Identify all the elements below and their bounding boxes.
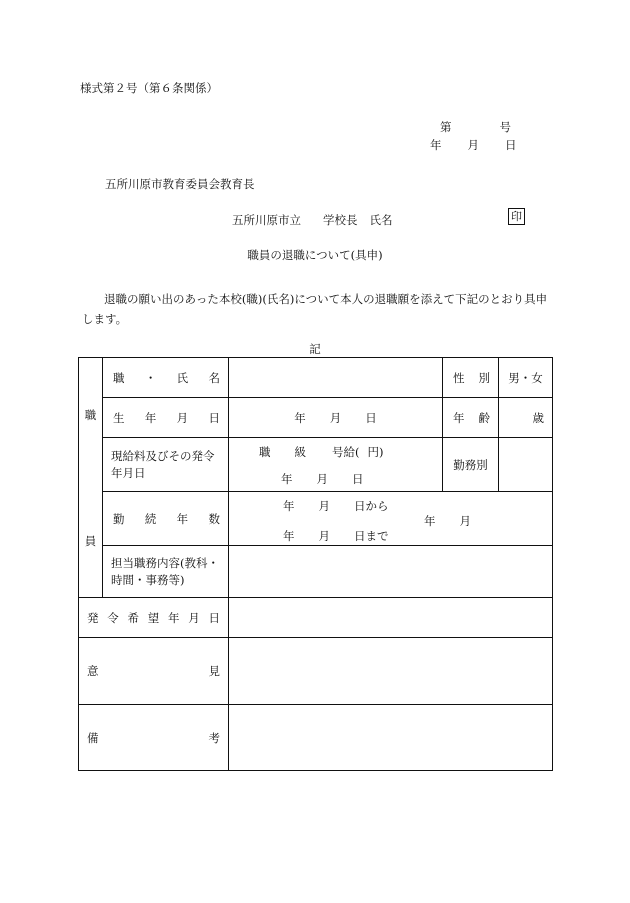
birth-year: 年: [294, 410, 306, 425]
gender-label: [443, 358, 499, 398]
sender-name-label: 氏名: [369, 213, 393, 227]
desired-date-char: 月: [188, 610, 200, 625]
name-label-char: 氏: [176, 370, 189, 385]
row-duties: [79, 546, 553, 598]
remarks-value[interactable]: [229, 705, 553, 771]
remarks-label-char: 備: [87, 730, 99, 745]
gender-label-char: 性: [453, 370, 465, 385]
salary-line2: [281, 471, 364, 487]
opinion-label-char: 意: [87, 664, 99, 678]
birth-label: [103, 398, 229, 438]
gender-value[interactable]: 男・女: [499, 358, 553, 398]
desired-date-label: [79, 598, 229, 638]
tenure-total-year: 年: [424, 514, 436, 528]
tenure-label-char: 続: [144, 511, 157, 526]
row-tenure: [79, 492, 553, 546]
salary-label: 現給料及びその発令年月日: [103, 438, 229, 492]
body-text: 退職の願い出のあった本校(職)(氏名)について本人の退職願を添えて下記のとおり具申します。: [82, 292, 548, 326]
ki-heading: 記: [309, 342, 321, 356]
tenure-total: [424, 513, 471, 529]
name-label-char: 職: [113, 370, 125, 385]
tenure-label-char: 勤: [113, 511, 125, 526]
row-remarks: [79, 705, 553, 771]
document-number: [440, 119, 511, 135]
date-month: 月: [467, 138, 479, 152]
name-label: [103, 358, 229, 398]
salary-yen: 円): [367, 445, 384, 459]
row-salary: [79, 438, 553, 492]
tenure-total-month: 月: [459, 514, 471, 528]
work-type-label: 勤務別: [443, 438, 499, 492]
remarks-label: [79, 705, 229, 771]
staff-label-top: 職: [84, 407, 97, 422]
tenure-from-year: 年: [283, 499, 295, 513]
tenure-to-day: 日まで: [354, 529, 389, 543]
birth-value[interactable]: [229, 398, 443, 438]
desired-date-value[interactable]: [229, 598, 553, 638]
duties-label: 担当職務内容(教科・時間・事務等): [103, 546, 229, 598]
salary-line1: [259, 444, 384, 460]
doc-no-dai: 第: [440, 120, 452, 134]
tenure-from: [283, 498, 389, 514]
remarks-label-char: 考: [208, 730, 220, 745]
birth-day: 日: [365, 410, 377, 425]
salary-grade: 職: [259, 445, 271, 459]
row-birth: [79, 398, 553, 438]
date-year: 年: [430, 138, 442, 152]
duties-value[interactable]: [229, 546, 553, 598]
staff-label-bottom: 員: [84, 533, 97, 548]
row-name: [79, 358, 553, 398]
salary-day: 日: [352, 472, 364, 486]
desired-date-char: 発: [87, 610, 99, 625]
tenure-label-char: 年: [176, 511, 189, 526]
birth-label-char: 月: [176, 410, 189, 425]
salary-month: 月: [316, 472, 328, 486]
birth-label-char: 日: [208, 410, 220, 425]
desired-date-char: 日: [208, 610, 220, 625]
tenure-label-char: 数: [208, 511, 220, 526]
document-title: 職員の退職について(具申): [247, 248, 383, 262]
opinion-label: [79, 638, 229, 705]
birth-month: 月: [329, 410, 342, 425]
form-number: 様式第２号（第６条関係）: [80, 81, 218, 95]
doc-no-go: 号: [499, 120, 511, 134]
staff-label: [79, 358, 103, 598]
sender-school: 五所川原市立: [232, 213, 301, 227]
opinion-label-char: 見: [208, 664, 220, 678]
birth-label-char: 年: [144, 410, 157, 425]
date-day: 日: [505, 138, 517, 152]
desired-date-char: 望: [147, 610, 160, 625]
name-label-char: ・: [144, 370, 157, 385]
name-label-char: 名: [208, 370, 220, 385]
desired-date-char: 希: [127, 610, 139, 625]
salary-pay: 号給(: [332, 445, 360, 459]
name-value[interactable]: [229, 358, 443, 398]
row-opinion: [79, 638, 553, 705]
tenure-label: [103, 492, 229, 546]
retirement-form-table: [78, 357, 553, 771]
work-type-value[interactable]: [499, 438, 553, 492]
tenure-from-month: 月: [318, 499, 330, 513]
opinion-value[interactable]: [229, 638, 553, 705]
document-date: [430, 137, 517, 153]
desired-date-char: 年: [168, 610, 180, 625]
sender: [232, 212, 393, 228]
tenure-from-day: 日から: [354, 499, 389, 513]
salary-year: 年: [281, 472, 293, 486]
age-label-char: 年: [453, 410, 465, 425]
row-desired-date: [79, 598, 553, 638]
salary-grade2: 級: [294, 445, 306, 459]
tenure-to-year: 年: [283, 529, 295, 543]
tenure-value[interactable]: [229, 492, 553, 546]
gender-label-char: 別: [478, 370, 490, 385]
age-value[interactable]: 歳: [499, 398, 553, 438]
birth-label-char: 生: [113, 410, 125, 425]
sender-principal: 学校長: [323, 213, 358, 227]
seal-mark: 印: [508, 208, 525, 225]
tenure-to: [283, 528, 389, 544]
age-label: [443, 398, 499, 438]
addressee: 五所川原市教育委員会教育長: [105, 177, 255, 191]
desired-date-char: 令: [107, 610, 119, 625]
salary-value[interactable]: [229, 438, 443, 492]
tenure-to-month: 月: [318, 529, 330, 543]
age-label-char: 齢: [478, 410, 490, 425]
